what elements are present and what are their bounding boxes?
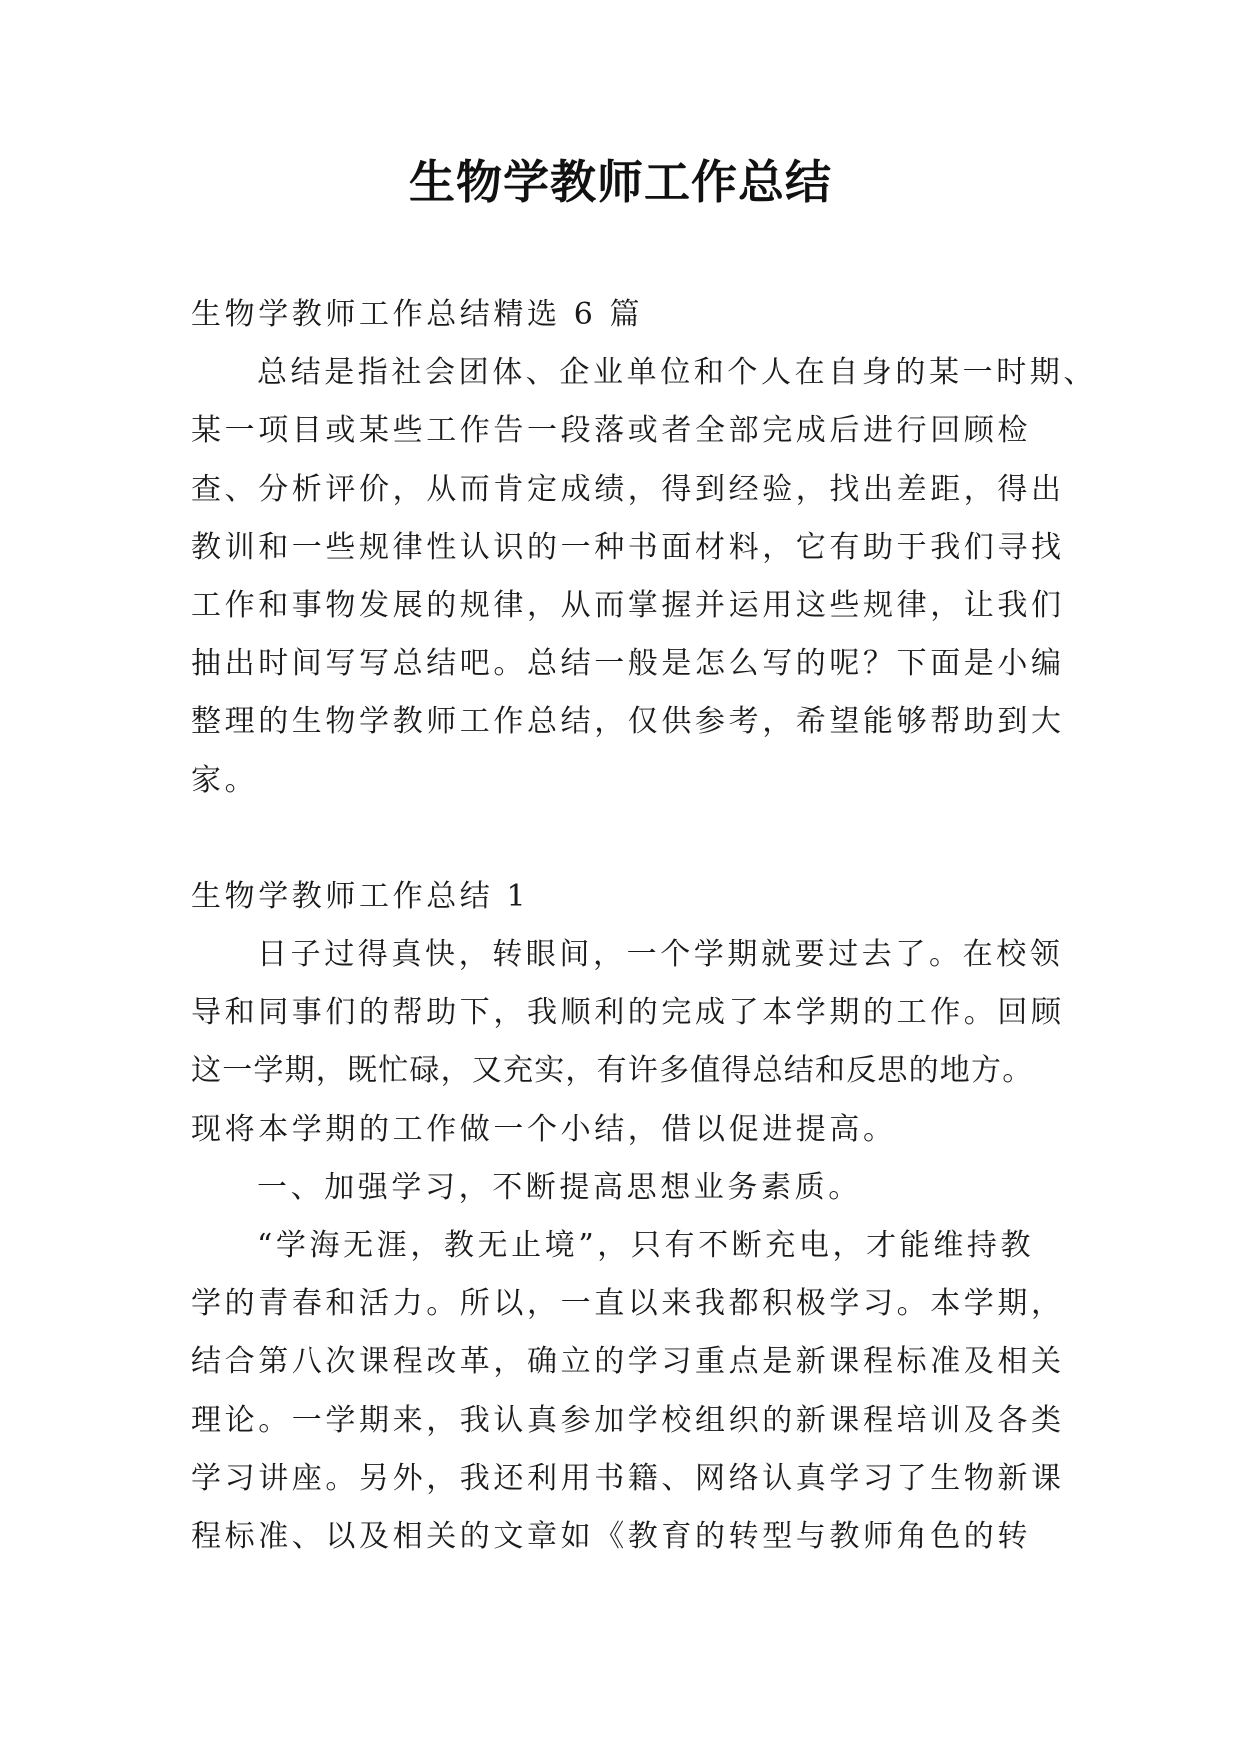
paragraph-line: 整理的生物学教师工作总结，仅供参考，希望能够帮助到大 [191, 704, 1065, 740]
paragraph-line: 教训和一些规律性认识的一种书面材料，它有助于我们寻找 [191, 529, 1065, 565]
section-heading: 生物学教师工作总结 1 [191, 878, 530, 914]
paragraph-line: 家。 [191, 762, 259, 798]
section-paragraph [191, 1217, 1063, 1566]
paragraph-line: 日子过得真快，转眼间，一个学期就要过去了。在校领 [257, 937, 1064, 973]
blank-line [191, 810, 1063, 868]
paragraph-line: 理论。一学期来，我认真参加学校组织的新课程培训及各类 [191, 1402, 1065, 1438]
section-paragraph [191, 926, 1063, 1159]
paragraph-line: 学的青春和活力。所以，一直以来我都积极学习。本学期， [191, 1286, 1065, 1322]
document-subtitle: 生物学教师工作总结精选 6 篇 [191, 297, 644, 332]
paragraph-line: 程标准、以及相关的文章如《教育的转型与教师角色的转 [191, 1518, 1031, 1554]
paragraph-line: 这一学期，既忙碌，又充实，有许多值得总结和反思的地方。 [191, 1053, 1034, 1089]
intro-paragraph [191, 344, 1097, 810]
paragraph-line: 导和同事们的帮助下，我顺利的完成了本学期的工作。回顾 [191, 995, 1065, 1031]
paragraph-line: 结合第八次课程改革，确立的学习重点是新课程标准及相关 [191, 1344, 1065, 1380]
paragraph-line: 抽出时间写写总结吧。总结一般是怎么写的呢？下面是小编 [191, 646, 1065, 682]
paragraph-line: 学习讲座。另外，我还利用书籍、网络认真学习了生物新课 [191, 1460, 1065, 1496]
paragraph-line: 现将本学期的工作做一个小结，借以促进提高。 [191, 1111, 897, 1147]
paragraph-line: 某一项目或某些工作告一段落或者全部完成后进行回顾检 [191, 413, 1031, 449]
document-title: 生物学教师工作总结 [409, 155, 832, 209]
point-heading: 一、加强学习，不断提高思想业务素质。 [257, 1169, 862, 1205]
paragraph-line: 工作和事物发展的规律，从而掌握并运用这些规律，让我们 [191, 587, 1065, 623]
paragraph-line: 总结是指社会团体、企业单位和个人在自身的某一时期、 [257, 355, 1097, 391]
document-body [191, 286, 1097, 1566]
paragraph-line: 查、分析评价，从而肯定成绩，得到经验，找出差距，得出 [191, 471, 1065, 507]
paragraph-line: “学海无涯，教无止境”，只有不断充电，才能维持教 [257, 1228, 1035, 1263]
